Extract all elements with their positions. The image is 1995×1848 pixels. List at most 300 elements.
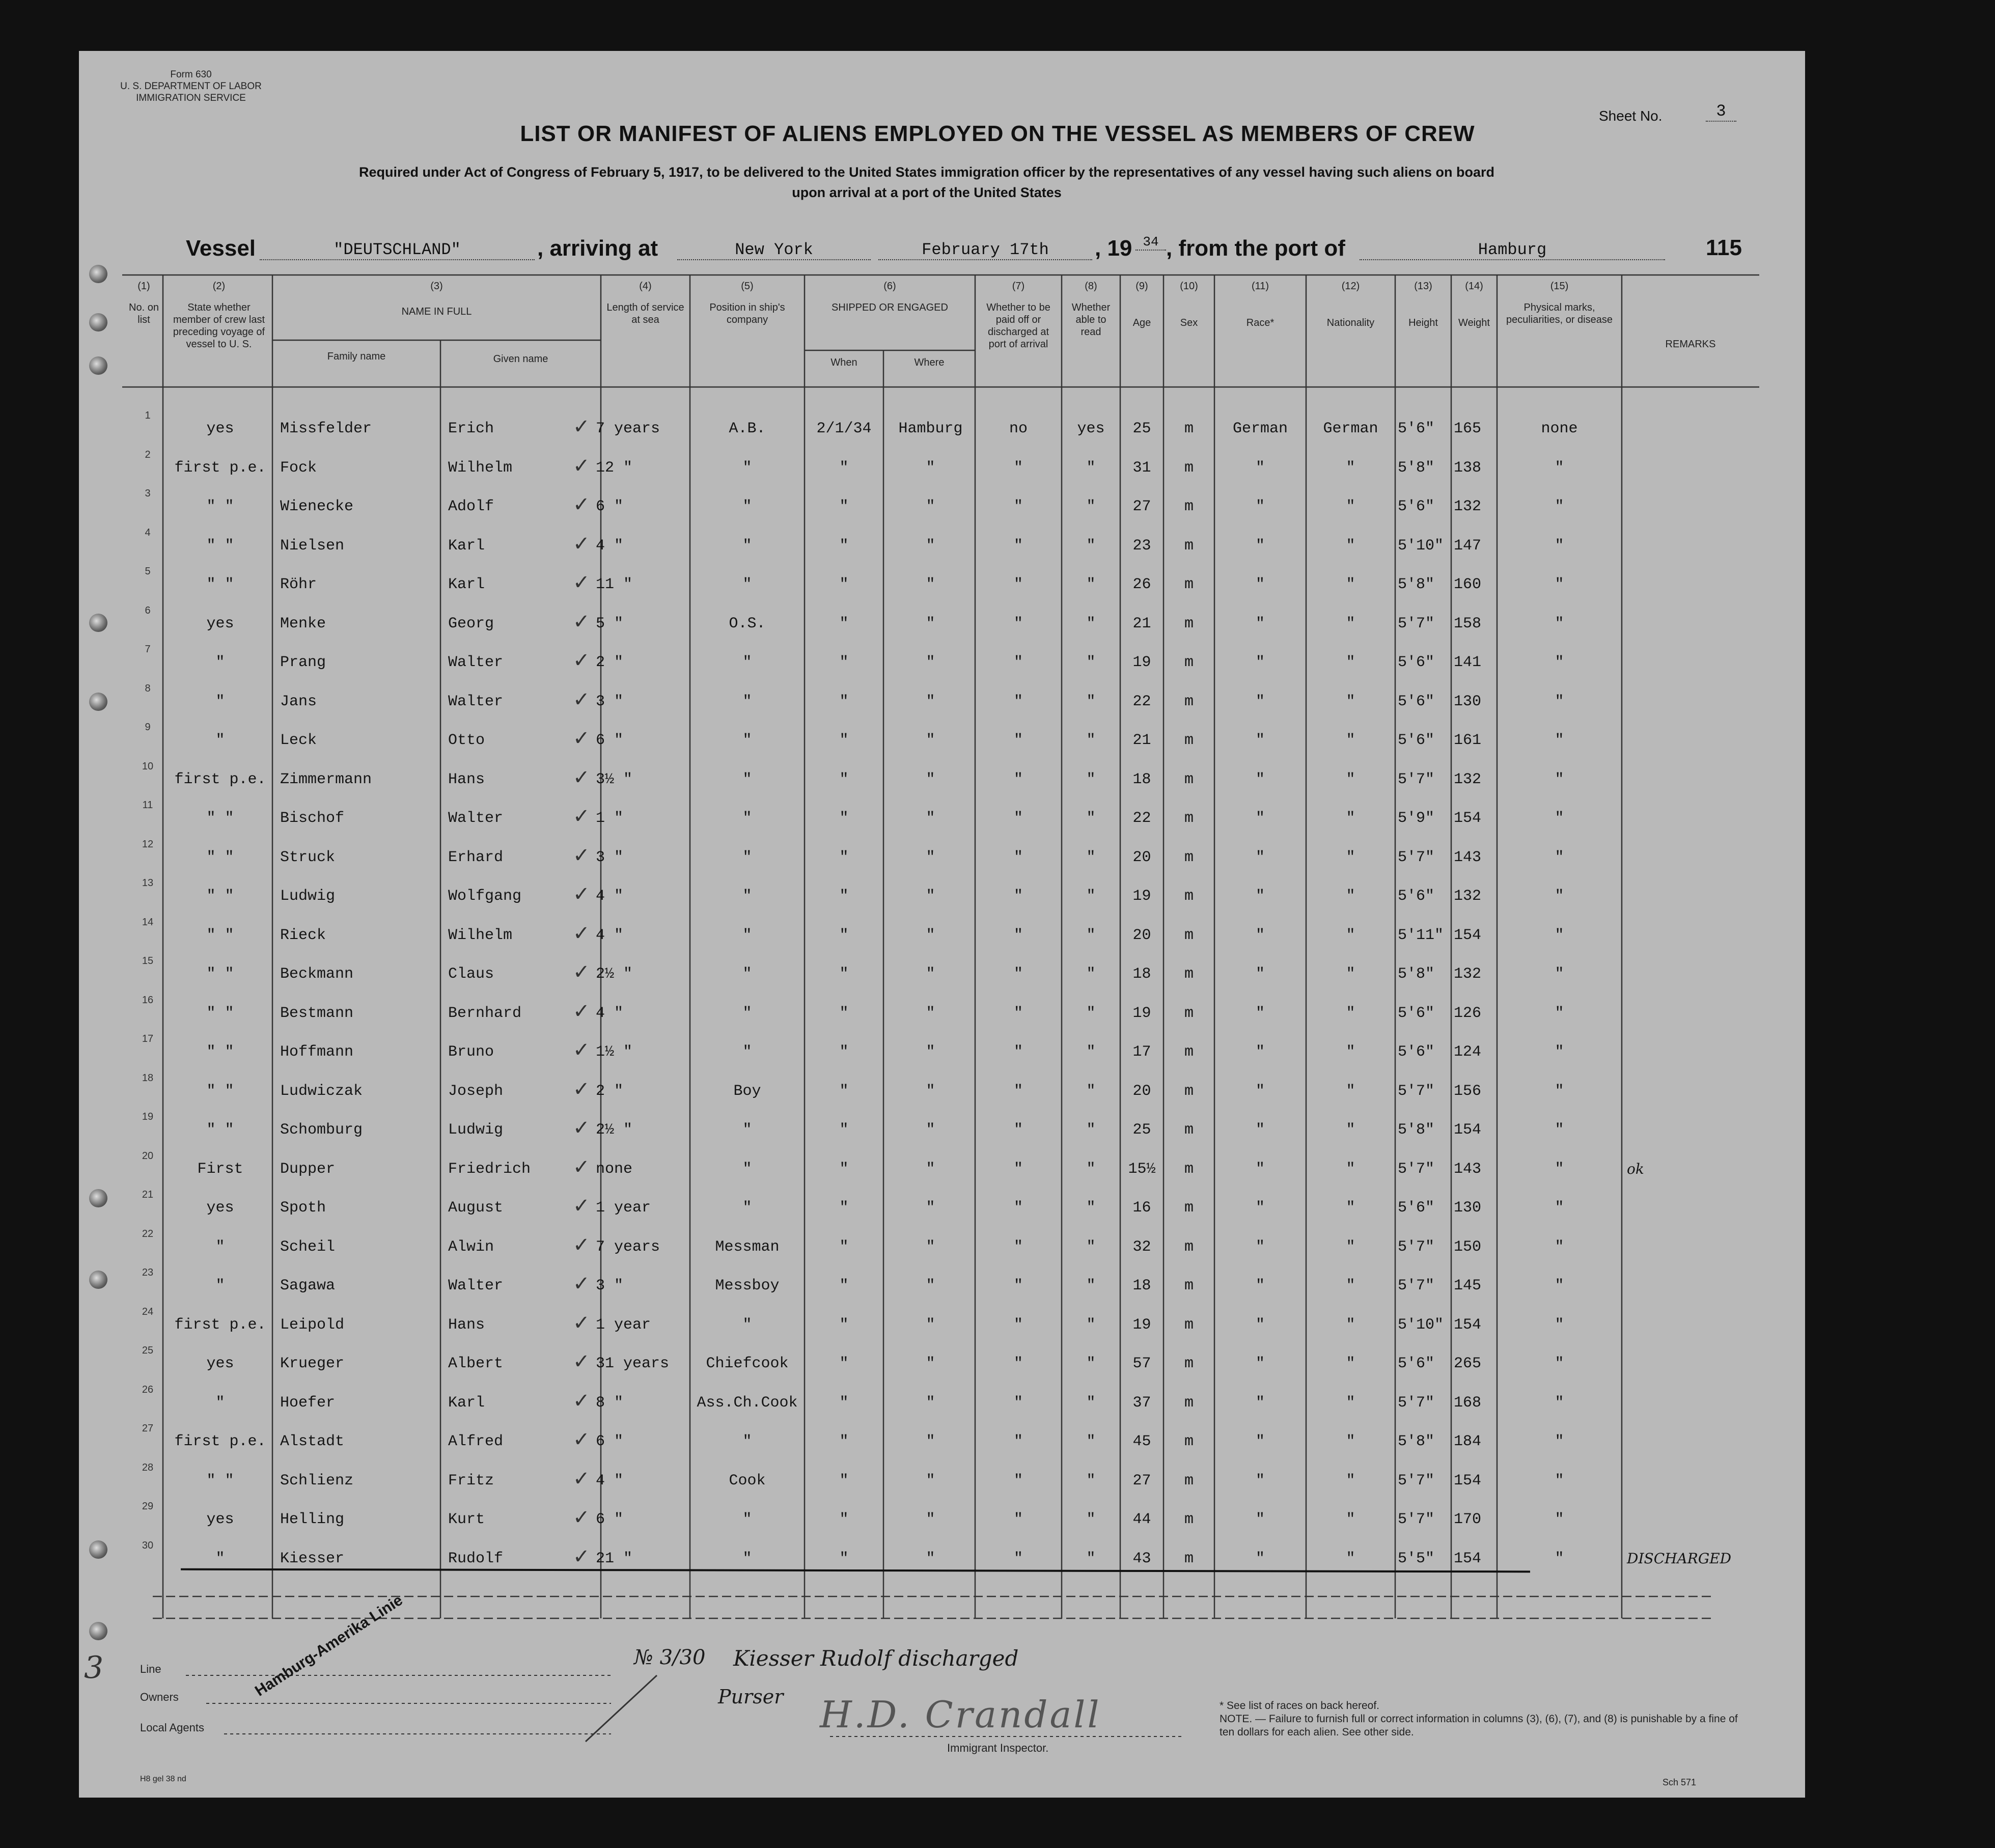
check-mark-icon: ✓ [573,415,590,438]
cell-age: 19 [1132,888,1151,905]
cell-weight: 154 [1454,1121,1482,1139]
cell-race: " [1255,888,1265,905]
cell-where: " [926,888,935,905]
races-note: * See list of races on back hereof. [1220,1700,1380,1712]
col-num: (8) [1085,281,1097,292]
cell-race: " [1255,1394,1265,1412]
cell-prev: " [215,693,225,710]
cell-height: 5'10" [1398,1316,1444,1334]
cell-paid: " [1013,693,1023,710]
cell-read: " [1086,1160,1096,1178]
cell-when: " [839,1277,849,1294]
cell-height: 5'8" [1398,1121,1435,1139]
cell-age: 19 [1132,1004,1151,1022]
cell-where: " [926,1355,935,1372]
cell-given: Walter [448,654,504,671]
cell-height: 5'7" [1398,1472,1435,1490]
cell-age: 15½ [1128,1160,1156,1178]
cell-nat: German [1323,420,1378,437]
line-label: Line [140,1663,161,1675]
cell-service: none [596,1160,633,1178]
cell-nat: " [1346,1433,1355,1450]
cell-read: " [1086,1277,1096,1294]
cell-weight: 170 [1454,1511,1482,1528]
col-label: Whether to be paid off or discharged at port of arrival [986,302,1050,350]
cell-age: 25 [1132,1121,1151,1139]
cell-family: Ludwiczak [280,1082,363,1100]
cell-sex: m [1184,1004,1194,1022]
cell-race: " [1255,1550,1265,1567]
cell-given: Adolf [448,498,494,515]
cell-service: 21 " [596,1550,633,1567]
cell-nat: " [1346,1277,1355,1294]
cell-read: " [1086,888,1096,905]
cell-marks: " [1555,1394,1564,1412]
cell-family: Prang [280,654,326,671]
cell-race: " [1255,693,1265,710]
cell-race: " [1255,848,1265,866]
cell-no: 2 [145,449,151,460]
cell-sex: m [1184,966,1194,983]
cell-prev: first p.e. [174,1316,266,1334]
cell-race: " [1255,810,1265,827]
cell-nat: " [1346,732,1355,749]
cell-sex: m [1184,576,1194,593]
cell-position: " [742,654,752,671]
cell-marks: " [1555,1238,1564,1256]
cell-read: " [1086,1355,1096,1372]
cell-marks: " [1555,848,1564,866]
cell-given: Wilhelm [448,926,513,944]
cell-height: 5'6" [1398,1004,1435,1022]
cell-sex: m [1184,1472,1194,1490]
cell-age: 18 [1132,770,1151,788]
cell-weight: 141 [1454,654,1482,671]
cell-prev: " [215,732,225,749]
cell-paid: " [1013,888,1023,905]
cell-weight: 147 [1454,537,1482,555]
cell-read: " [1086,810,1096,827]
cell-age: 22 [1132,810,1151,827]
cell-no: 12 [142,838,154,850]
sheet-label: Sheet No. [1599,108,1663,124]
cell-marks: " [1555,576,1564,593]
cell-when: " [839,1082,849,1100]
cell-height: 5'7" [1398,1160,1435,1178]
cell-family: Missfelder [280,420,372,437]
cell-marks: " [1555,654,1564,671]
cell-sex: m [1184,770,1194,788]
cell-when: " [839,615,849,632]
cell-nat: " [1346,654,1355,671]
cell-no: 7 [145,644,151,655]
cell-weight: 145 [1454,1277,1482,1294]
cell-position: " [742,576,752,593]
cell-sex: m [1184,537,1194,555]
cell-marks: " [1555,459,1564,477]
col-num: (2) [212,281,226,292]
col-label: Position in ship's company [709,302,785,325]
cell-nat: " [1346,459,1355,477]
cell-weight: 132 [1454,888,1482,905]
cell-age: 18 [1132,966,1151,983]
arriving-label: , arriving at [537,236,658,261]
cell-no: 18 [142,1072,154,1084]
cell-service: 1 year [596,1316,651,1334]
cell-family: Sagawa [280,1277,336,1294]
col-label: NAME IN FULL [401,306,472,317]
cell-race: " [1255,1199,1265,1217]
cell-paid: " [1013,732,1023,749]
cell-given: Friedrich [448,1160,531,1178]
cell-nat: " [1346,848,1355,866]
cell-remarks: DISCHARGED [1627,1550,1732,1567]
cell-position: " [742,770,752,788]
cell-service: 6 " [596,1433,624,1450]
sheet-number: 3 [1706,102,1736,122]
cell-marks: " [1555,888,1564,905]
cell-family: Hoefer [280,1394,336,1412]
cell-no: 19 [142,1111,154,1122]
cell-marks: none [1541,420,1578,437]
cell-family: Dupper [280,1160,336,1178]
cell-where: " [926,926,935,944]
cell-sex: m [1184,1238,1194,1256]
cell-height: 5'5" [1398,1550,1435,1567]
cell-age: 19 [1132,654,1151,671]
check-mark-icon: ✓ [573,1428,590,1451]
cell-family: Bischof [280,810,345,827]
cell-position: Cook [729,1472,766,1490]
cell-nat: " [1346,888,1355,905]
cell-prev: " [215,1238,225,1256]
cell-position: " [742,1433,752,1450]
cell-when: " [839,732,849,749]
cell-given: Walter [448,693,504,710]
cell-marks: " [1555,1550,1564,1567]
cell-service: 2½ " [596,966,633,983]
cell-no: 11 [142,799,153,811]
page-title: LIST OR MANIFEST OF ALIENS EMPLOYED ON THE VESSEL AS MEMBERS OF CREW [520,121,1475,146]
cell-service: 7 years [596,1238,660,1256]
col-num: (12) [1341,281,1360,292]
cell-where: " [926,1160,935,1178]
cell-no: 21 [142,1189,154,1200]
cell-service: 12 " [596,459,633,477]
col-label: Nationality [1326,317,1375,328]
cell-marks: " [1555,1355,1564,1372]
cell-paid: " [1013,1550,1023,1567]
check-mark-icon: ✓ [573,1272,590,1295]
cell-age: 45 [1132,1433,1151,1450]
cell-race: " [1255,1160,1265,1178]
cell-height: 5'7" [1398,1394,1435,1412]
check-mark-icon: ✓ [573,999,590,1023]
inspector-label: Immigrant Inspector. [947,1742,1049,1754]
cell-race: " [1255,537,1265,555]
cell-position: " [742,498,752,515]
cell-sex: m [1184,1433,1194,1450]
cell-given: August [448,1199,504,1217]
col-num: (7) [1012,281,1025,292]
cell-no: 28 [142,1461,154,1473]
cell-marks: " [1555,1472,1564,1490]
when-header: When [830,357,857,368]
cell-position: Boy [733,1082,761,1100]
cell-family: Ludwig [280,888,336,905]
cell-sex: m [1184,1316,1194,1334]
cell-family: Rieck [280,926,326,944]
cell-where: " [926,459,935,477]
cell-position: " [742,693,752,710]
cell-where: " [926,1004,935,1022]
cell-family: Zimmermann [280,770,372,788]
cell-weight: 132 [1454,770,1482,788]
cell-read: " [1086,537,1096,555]
cell-family: Schlienz [280,1472,354,1490]
cell-nat: " [1346,537,1355,555]
cell-prev: " [215,654,225,671]
cell-when: " [839,810,849,827]
cell-where: " [926,810,935,827]
cell-service: 2 " [596,654,624,671]
cell-where: " [926,693,935,710]
cell-nat: " [1346,966,1355,983]
arrival-year: 34 [1135,234,1166,251]
cell-height: 5'10" [1398,537,1444,555]
cell-age: 20 [1132,1082,1151,1100]
print-code: H8 gel 38 nd [140,1775,186,1783]
cell-paid: " [1013,498,1023,515]
cell-no: 1 [145,410,151,421]
cell-nat: " [1346,926,1355,944]
cell-family: Kiesser [280,1550,345,1567]
cell-marks: " [1555,498,1564,515]
cell-read: " [1086,1433,1096,1450]
cell-service: 7 years [596,420,660,437]
cell-position: " [742,1199,752,1217]
cell-sex: m [1184,1160,1194,1178]
cell-no: 16 [142,994,154,1006]
col-num: (5) [741,281,754,292]
cell-given: Walter [448,1277,504,1294]
cell-family: Scheil [280,1238,336,1256]
cell-weight: 130 [1454,693,1482,710]
cell-where: " [926,1199,935,1217]
cell-sex: m [1184,1043,1194,1061]
col-num: (4) [639,281,652,292]
cell-age: 18 [1132,1277,1151,1294]
cell-where: " [926,1433,935,1450]
cell-sex: m [1184,1511,1194,1528]
cell-service: 3 " [596,693,624,710]
cell-read: " [1086,1043,1096,1061]
check-mark-icon: ✓ [573,805,590,828]
cell-paid: " [1013,1199,1023,1217]
cell-prev: yes [206,1511,234,1528]
cell-service: 1½ " [596,1043,633,1061]
cell-no: 17 [142,1033,154,1044]
family-name-header: Family name [327,351,386,362]
cell-race: " [1255,926,1265,944]
cell-height: 5'8" [1398,1433,1435,1450]
cell-where: " [926,1511,935,1528]
cell-service: 2 " [596,1082,624,1100]
col-label: No. on list [129,302,159,325]
cell-when: " [839,537,849,555]
cell-position: " [742,459,752,477]
cell-marks: " [1555,693,1564,710]
cell-marks: " [1555,1277,1564,1294]
cell-paid: " [1013,576,1023,593]
check-mark-icon: ✓ [573,882,590,906]
cell-where: " [926,576,935,593]
cell-prev: first p.e. [174,459,266,477]
cell-given: Wilhelm [448,459,513,477]
cell-paid: " [1013,1511,1023,1528]
cell-family: Helling [280,1511,345,1528]
cell-prev: " [215,1277,225,1294]
cell-age: 27 [1132,1472,1151,1490]
cell-prev: yes [206,615,234,632]
cell-when: " [839,1355,849,1372]
cell-given: Karl [448,537,485,555]
cell-nat: " [1346,1316,1355,1334]
cell-age: 21 [1132,615,1151,632]
cell-where: " [926,1082,935,1100]
cell-where: " [926,770,935,788]
cell-read: " [1086,576,1096,593]
cell-service: 4 " [596,1004,624,1022]
cell-where: " [926,1394,935,1412]
cell-prev: " " [206,1043,234,1061]
year-prefix: , 19 [1095,236,1132,261]
cell-position: Messboy [715,1277,780,1294]
check-mark-icon: ✓ [573,1506,590,1529]
col-num: (13) [1414,281,1432,292]
cell-sex: m [1184,420,1194,437]
cell-when: " [839,1316,849,1334]
line-stamp: Hamburg-Amerika Linie [252,1591,406,1700]
cell-paid: " [1013,810,1023,827]
cell-sex: m [1184,1355,1194,1372]
cell-no: 3 [145,488,151,499]
cell-age: 25 [1132,420,1151,437]
col-num: (10) [1180,281,1198,292]
cell-race: " [1255,732,1265,749]
cell-sex: m [1184,693,1194,710]
cell-marks: " [1555,1316,1564,1334]
cell-sex: m [1184,459,1194,477]
cell-position: " [742,732,752,749]
cell-read: " [1086,1238,1096,1256]
cell-age: 57 [1132,1355,1151,1372]
cell-family: Fock [280,459,317,477]
cell-sex: m [1184,732,1194,749]
col-num: (6) [883,281,896,292]
col-label: Weight [1458,317,1490,328]
form-service: IMMIGRATION SERVICE [136,93,246,103]
cell-family: Spoth [280,1199,326,1217]
cell-age: 32 [1132,1238,1151,1256]
cell-nat: " [1346,1355,1355,1372]
cell-prev: yes [206,1199,234,1217]
cell-given: Bruno [448,1043,494,1061]
cell-sex: m [1184,1277,1194,1294]
cell-race: " [1255,576,1265,593]
cell-marks: " [1555,966,1564,983]
cell-weight: 161 [1454,732,1482,749]
cell-weight: 165 [1454,420,1482,437]
cell-race: " [1255,1082,1265,1100]
cell-age: 21 [1132,732,1151,749]
cell-age: 27 [1132,498,1151,515]
cell-where: " [926,732,935,749]
cell-position: " [742,1160,752,1178]
cell-given: Ludwig [448,1121,504,1139]
cell-sex: m [1184,1082,1194,1100]
check-mark-icon: ✓ [573,1467,590,1491]
cell-weight: 143 [1454,1160,1482,1178]
check-mark-icon: ✓ [573,765,590,789]
cell-height: 5'8" [1398,459,1435,477]
cell-where: " [926,498,935,515]
cell-where: " [926,1277,935,1294]
cell-sex: m [1184,1394,1194,1412]
owners-label: Owners [140,1691,179,1703]
cell-nat: " [1346,1238,1355,1256]
cell-paid: " [1013,1043,1023,1061]
cell-position: Ass.Ch.Cook [697,1394,798,1412]
check-mark-icon: ✓ [573,571,590,594]
cell-position: Chiefcook [706,1355,789,1372]
cell-height: 5'7" [1398,1238,1435,1256]
cell-prev: " " [206,537,234,555]
cell-when: " [839,770,849,788]
cell-height: 5'7" [1398,1082,1435,1100]
cell-prev: " " [206,1121,234,1139]
cell-paid: " [1013,1004,1023,1022]
cell-height: 5'6" [1398,654,1435,671]
col-label: Length of service at sea [606,302,684,325]
cell-prev: " " [206,966,234,983]
cell-race: " [1255,1472,1265,1490]
cell-nat: " [1346,810,1355,827]
agents-label: Local Agents [140,1721,204,1734]
cell-family: Leipold [280,1316,345,1334]
cell-service: 4 " [596,926,624,944]
cell-no: 23 [142,1267,154,1278]
cell-prev: " " [206,498,234,515]
schedule-code: Sch 571 [1663,1777,1697,1787]
col-num: (3) [430,281,443,292]
cell-given: Karl [448,576,485,593]
cell-weight: 154 [1454,1316,1482,1334]
cell-when: " [839,1043,849,1061]
cell-where: " [926,1316,935,1334]
cell-no: 27 [142,1423,154,1434]
cell-read: " [1086,732,1096,749]
cell-no: 20 [142,1150,154,1162]
cell-where: " [926,1121,935,1139]
cell-marks: " [1555,770,1564,788]
cell-family: Struck [280,848,336,866]
cell-read: " [1086,615,1096,632]
cell-prev: " " [206,810,234,827]
cell-position: A.B. [729,420,766,437]
cell-family: Menke [280,615,326,632]
cell-read: " [1086,1199,1096,1217]
